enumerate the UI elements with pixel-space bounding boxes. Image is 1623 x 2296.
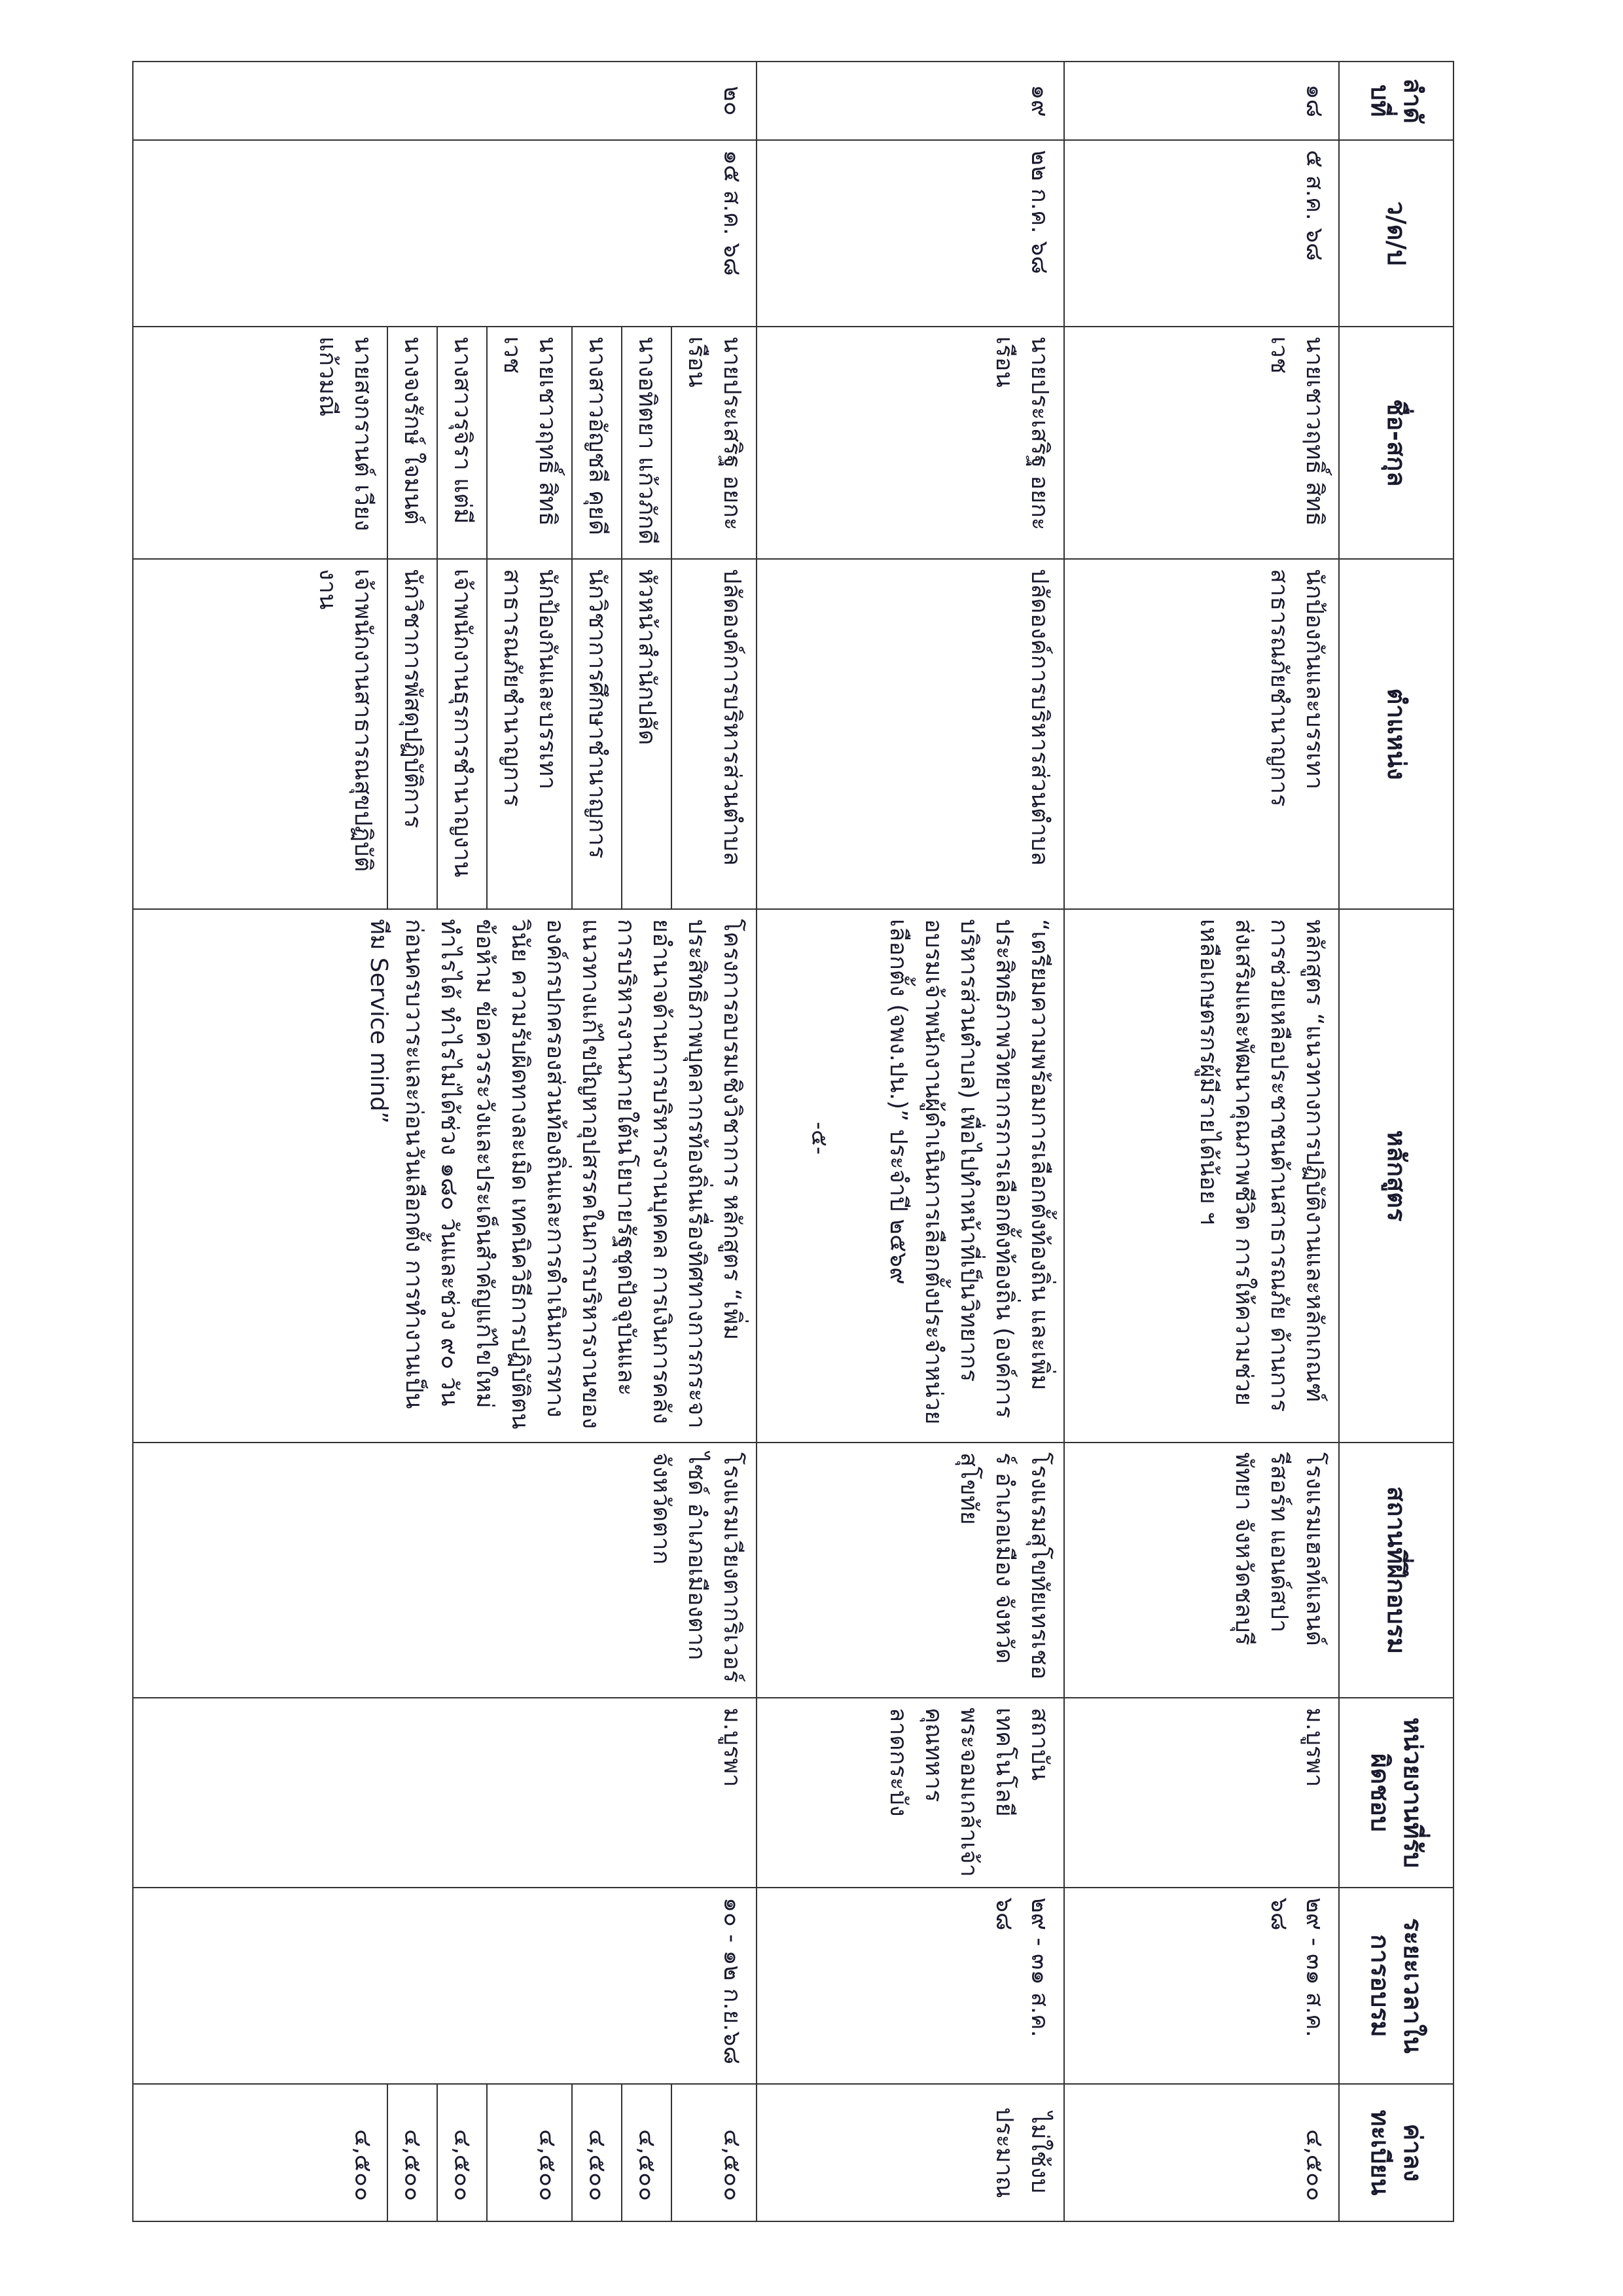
row-date: ๑๕ ส.ค. ๖๘	[133, 140, 757, 327]
table-row	[1064, 62, 1339, 2221]
person-name: นางอทิตยา แก้วภักดี	[622, 327, 671, 559]
person-position: หัวหน้าสำนักปลัด	[622, 559, 671, 909]
row-number: ๑๙	[757, 62, 1064, 140]
page-number: -๕-	[806, 1121, 833, 1155]
header-name: ชื่อ-สกุล	[1339, 327, 1454, 559]
header-date: ว/ด/ป	[1339, 140, 1454, 327]
header-agency: หน่วยงานที่รับผิดชอบ	[1339, 1698, 1454, 1888]
row-date: ๕ ส.ค. ๖๘	[1064, 140, 1339, 327]
person-fee: ๔,๕๐๐	[437, 2084, 487, 2221]
person-fee: ๔,๕๐๐	[387, 2084, 437, 2221]
person-position: เจ้าพนักงานธุรการชำนาญงาน	[437, 559, 487, 909]
row-agency: สถาบันเทคโนโลยีพระจอมเกล้าเจ้าคุณทหารลาดกระบัง	[757, 1698, 1064, 1888]
row-fee: ไม่ใช้งบประมาณ	[757, 2084, 1064, 2221]
row-place: โรงแรมเวียงตากริเวอร์ไซด์ อำเภอเมืองตาก จังหวัดตาก	[133, 1443, 757, 1698]
row-name: นายเชาวฤทธิ์ สิทธิเวช	[1064, 327, 1339, 559]
row-course: “เตรียมความพร้อมการเลือกตั้งท้องถิ่น และเพิ่มประสิทธิภาพวิทยากรการเลือกตั้งท้องถิ่น (องค์การบริหารส่วนตำบล) เพื่อไปทำหน้าที่เป็นวิทยากรอบรมเจ้าพนักงานผู้ดำเนินการเลือกตั้งประจำหน่วยเลือกตั้ง (จพง.ปน.)” ประจำปี ๒๕๖๙	[757, 909, 1064, 1443]
person-fee: ๔,๕๐๐	[622, 2084, 671, 2221]
person-position: เจ้าพนักงานสาธารณสุขปฏิบัติงาน	[133, 559, 387, 909]
header-course: หลักสูตร	[1339, 909, 1454, 1443]
person-fee: ๔,๕๐๐	[671, 2084, 757, 2221]
header-place: สถานที่ฝึกอบรม	[1339, 1443, 1454, 1698]
person-name: นายประเสริฐ อยกะเรือน	[671, 327, 757, 559]
row-agency: ม.บูรพา	[1064, 1698, 1339, 1888]
person-position: นักวิชาการพัสดุปฏิบัติการ	[387, 559, 437, 909]
row-name: นายประเสริฐ อยกะเรือน	[757, 327, 1064, 559]
row-number: ๒๐	[133, 62, 757, 140]
row-agency: ม.บูรพา	[133, 1698, 757, 1888]
row-place: โรงแรมสุโขทัยเทรเชอร์ อำเภอเมือง จังหวัดสุโขทัย	[757, 1443, 1064, 1698]
row-position: นักป้องกันและบรรเทาสาธารณภัยชำนาญการ	[1064, 559, 1339, 909]
row-period: ๒๙ - ๓๑ ส.ค. ๖๘	[757, 1888, 1064, 2084]
row-place: โรงแรมเฮลท์แลนด์รีสอร์ท แอนด์สปา พัทยา จังหวัดชลบุรี	[1064, 1443, 1339, 1698]
row-position: ปลัดองค์การบริหารส่วนตำบล	[757, 559, 1064, 909]
person-position: นักวิชาการศึกษาชำนาญการ	[572, 559, 622, 909]
header-row	[1339, 62, 1454, 2221]
row-date: ๒๒ ก.ค. ๖๘	[757, 140, 1064, 327]
row-number: ๑๘	[1064, 62, 1339, 140]
person-position: นักป้องกันและบรรเทาสาธารณภัยชำนาญการ	[487, 559, 572, 909]
table-row	[757, 62, 1064, 2221]
header-fee: ค่าลงทะเบียน	[1339, 2084, 1454, 2221]
person-name: นางจงรักษ์ ใจมนต์	[387, 327, 437, 559]
person-fee: ๔,๕๐๐	[572, 2084, 622, 2221]
row-period: ๑๐ - ๑๒ ก.ย.๖๘	[133, 1888, 757, 2084]
person-name: นายเชาวฤทธิ์ สิทธิเวช	[487, 327, 572, 559]
row-fee: ๔,๕๐๐	[1064, 2084, 1339, 2221]
training-table-rotated	[183, 61, 1454, 2221]
training-table	[132, 61, 1454, 2222]
table-row	[671, 62, 757, 2221]
person-position: ปลัดองค์การบริหารส่วนตำบล	[671, 559, 757, 909]
header-position: ตำแหน่ง	[1339, 559, 1454, 909]
header-no: ลำดับที่	[1339, 62, 1454, 140]
row-course: โครงการอบรมเชิงวิชาการ หลักสูตร “เพิ่มประสิทธิภาพบุคลากรท้องถิ่นเรื่องทิศทางการกระจายอำนาจด้านการบริหารงานบุคคล การเงินการคลัง การบริหารงานภายใต้นโยบายรัฐชุดปัจจุบันและแนวทางแก้ไขปัญหาอุปสรรคในการบริหารงานขององค์กรปกครองส่วนท้องถิ่นและการดำเนินการทางวินัย ความรับผิดทางละเมิด เทคนิควิธีการปฏิบัติตน ข้อห้าม ข้อควรระวังและประเด็นสำคัญแก้ไขใหม่ทำไรได้ ทำไรไม่ได้ช่วง ๑๘๐ วันและช่วง ๙๐ วันก่อนครบวาระและก่อนวันเลือกตั้ง การทำงานเป็นทีม Service mind”	[133, 909, 757, 1443]
header-period: ระยะเวลาในการอบรม	[1339, 1888, 1454, 2084]
row-course: หลักสูตร “แนวทางการปฏิบัติงานและหลักเกณฑ์การช่วยเหลือประชาชนด้านสาธารณภัย ด้านการส่งเสริมและพัฒนาคุณภาพชีวิต การให้ความช่วยเหลือเกษตรกรผู้มีรายได้น้อย ฯ	[1064, 909, 1339, 1443]
person-fee: ๔,๕๐๐	[487, 2084, 572, 2221]
row-period: ๒๙ - ๓๑ ส.ค. ๖๘	[1064, 1888, 1339, 2084]
person-name: นางสาวอัญชลี คุยดี	[572, 327, 622, 559]
person-name: นายสงกรานต์ เวียงแก้วมณี	[133, 327, 387, 559]
person-name: นางสาวรุจิรา แต่มี	[437, 327, 487, 559]
person-fee: ๔,๕๐๐	[133, 2084, 387, 2221]
